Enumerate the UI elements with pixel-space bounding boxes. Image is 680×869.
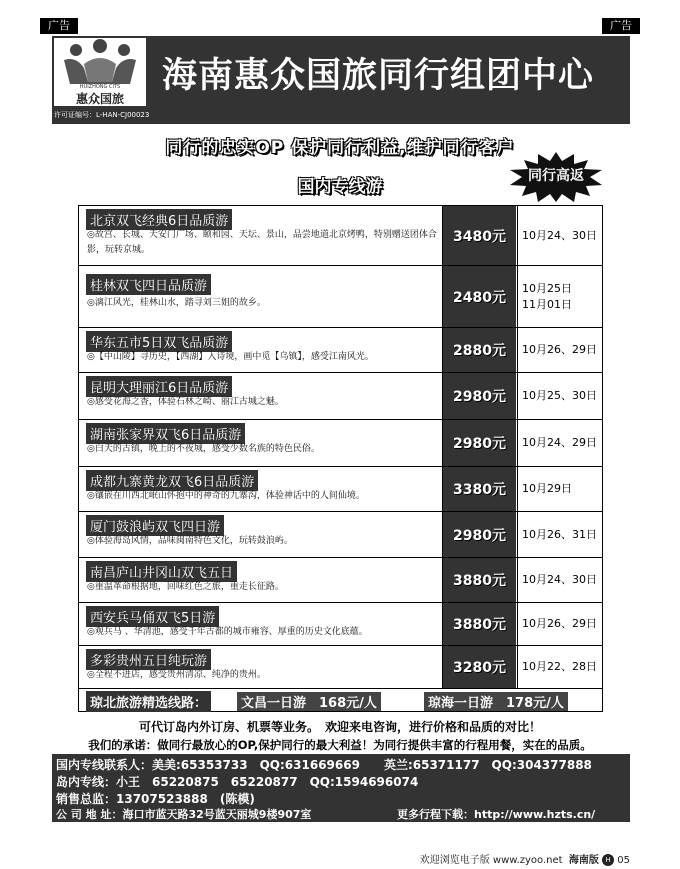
tour-price [442,328,516,372]
tour-row [79,420,602,467]
tour-date: 10月24、29日 [522,436,597,449]
tour-name: 南昌庐山井冈山双飞五日 [86,561,237,582]
tour-date: 10月26、31日 [522,527,597,541]
tour-desc: ◎故宫、长城、天安门广场、颐和园、天坛、景山，品尝地道北京烤鸭，特别赠送团体合影，玩转京城。 [87,230,437,255]
tour-price-value: 3480元 [453,228,506,245]
tour-price [442,558,516,602]
tour-dates [517,420,602,466]
tour-price [442,373,516,419]
badge-label: 同行高返 [528,168,584,184]
tour-row [79,512,602,558]
tour-price-value: 3280元 [453,660,506,676]
contact-panel [52,754,630,822]
tour-price-value: 2480元 [453,289,506,306]
tour-dates [517,603,602,645]
tour-date: 10月24、30日 [522,573,597,586]
tour-date: 11月01日 [522,297,572,311]
tour-desc: ◎重温革命根据地，回味红色之旅，重走长征路。 [87,582,284,592]
tour-date: 10月25日 [522,281,572,295]
tour-table [78,205,603,712]
contact-address: 公 司 地 址：海口市蓝天路32号蓝天丽城9楼907室 [56,808,312,821]
tour-dates [517,328,602,372]
tour-desc: ◎全程不进店，感受贵州清凉、纯净的贵州。 [87,670,266,680]
tour-name: 成都九寨黄龙双飞6日品质游 [86,470,258,491]
footer-text: 欢迎浏览电子版 www.zyoo.net [419,855,563,866]
tour-price-value: 2980元 [453,389,506,405]
tour-dates [517,373,602,419]
tour-name: 湖南张家界双飞6日品质游 [86,423,245,444]
download-link[interactable]: 更多行程下载：http://www.hzts.cn/ [397,808,596,821]
header-banner [52,36,630,124]
tour-date: 10月24、30日 [522,228,597,242]
tour-price [442,512,516,557]
promo-line [79,689,602,711]
tour-row [79,467,602,512]
logo-mini-text: HUIZHONG CITS [79,84,121,90]
tour-row [79,558,602,603]
tour-date: 10月22、28日 [522,660,597,673]
tour-dates [517,266,602,327]
contact-island: 岛内专线：小王 65220875 65220877 QQ:1594696074 [56,775,419,789]
tour-row [79,373,602,420]
tour-price [442,266,516,327]
tour-row [79,603,602,646]
page-footer [420,851,630,866]
tour-price-value: 2880元 [453,343,506,359]
tour-desc: ◎白天的古镇，晚上的不夜城，感受少数名族的特色民俗。 [87,444,320,454]
tour-desc: ◎漓江风光，桂林山水，踏寻刘三姐的故乡。 [87,298,266,308]
edition-label: 海南版 [568,855,599,866]
tour-price-value: 3880元 [453,617,506,633]
tour-date: 10月26、29日 [522,343,597,356]
page-title: 海南惠众国旅同行组团中心 [162,56,595,96]
tour-name: 桂林双飞四日品质游 [86,274,211,295]
tour-desc: ◎感受花海之香，体验石林之崎、丽江古城之魅。 [87,397,284,407]
contact-sales: 销售总监：13707523888 (陈模) [56,792,255,806]
tour-price [442,646,516,688]
ad-label-left: 广告 [40,18,78,34]
tour-dates [517,646,602,688]
tour-desc: ◎体验海岛风情，品味闽南特色文化，玩转鼓浪屿。 [87,536,293,546]
tour-date: 10月25、30日 [522,389,597,402]
tour-desc: ◎观兵马 、华清池，感受千年古都的城市雍容、厚重的历史文化底蕴。 [87,627,368,637]
slogan: 同行的忠实OP 保护同行利益,维护同行客户 [165,138,515,158]
promise-note: 我们的承诺：做同行最放心的OP,保护同行的最大利益！为同行提供丰富的行程用餐，实在的品质。 [88,738,592,752]
tour-price [442,420,516,466]
tour-price-value: 3880元 [453,573,506,589]
tour-desc: ◎镶嵌在川西北岷山怀抱中的神奇的九寨沟，体验神话中的人间仙境。 [87,491,365,501]
services-note: 可代订岛内外订房、机票等业务。 欢迎来电咨询，进行价格和品质的对比！ [138,720,541,734]
tour-name: 华东五市5日双飞品质游 [86,331,232,352]
tour-name: 西安兵马俑双飞5日游 [86,606,219,627]
tour-dates [517,512,602,557]
promo-item-qionghai: 琼海一日游 178元/人 [424,692,568,711]
logo-text: 惠众国旅 [75,92,124,106]
tour-price-value: 3380元 [453,482,506,498]
tour-date: 10月26、29日 [522,617,597,630]
tour-dates [517,206,602,265]
tour-date: 10月29日 [522,482,572,495]
ad-label-right: 广告 [602,18,640,34]
contact-domestic: 国内专线联系人：美美:65353733 QQ:631669669 英兰:65371177 QQ:304377888 [56,758,592,772]
tour-price-value: 2980元 [453,436,506,452]
section-title: 国内专线游 [297,177,383,197]
promo-label: 琼北旅游精选线路： [86,691,211,712]
tour-desc: ◎【中山陵】寻历史，【西湖】入诗境，画中觅【乌镇】，感受江南风光。 [87,352,374,362]
tour-price-value: 2980元 [453,527,506,544]
tour-price [442,603,516,645]
company-logo [52,36,148,108]
tour-name: 厦门鼓浪屿双飞四日游 [86,515,224,536]
license-number: 许可证编号：L-HAN-CJ00023 [54,111,150,119]
page-number: 05 [617,855,630,866]
tour-dates [517,558,602,602]
tour-name: 昆明大理丽江6日品质游 [86,376,232,397]
tour-price [442,467,516,511]
promo-item-wenchang: 文昌一日游 168元/人 [237,692,381,711]
tour-price [442,206,516,265]
tour-row [79,328,602,373]
tour-row [79,206,602,266]
tour-row [79,646,602,689]
edition-badge-icon: H [602,854,614,866]
tour-dates [517,467,602,511]
tour-name: 多彩贵州五日纯玩游 [86,649,211,670]
tour-name: 北京双飞经典6日品质游 [86,209,232,230]
crown-logo-icon [54,38,146,90]
tour-row [79,266,602,328]
